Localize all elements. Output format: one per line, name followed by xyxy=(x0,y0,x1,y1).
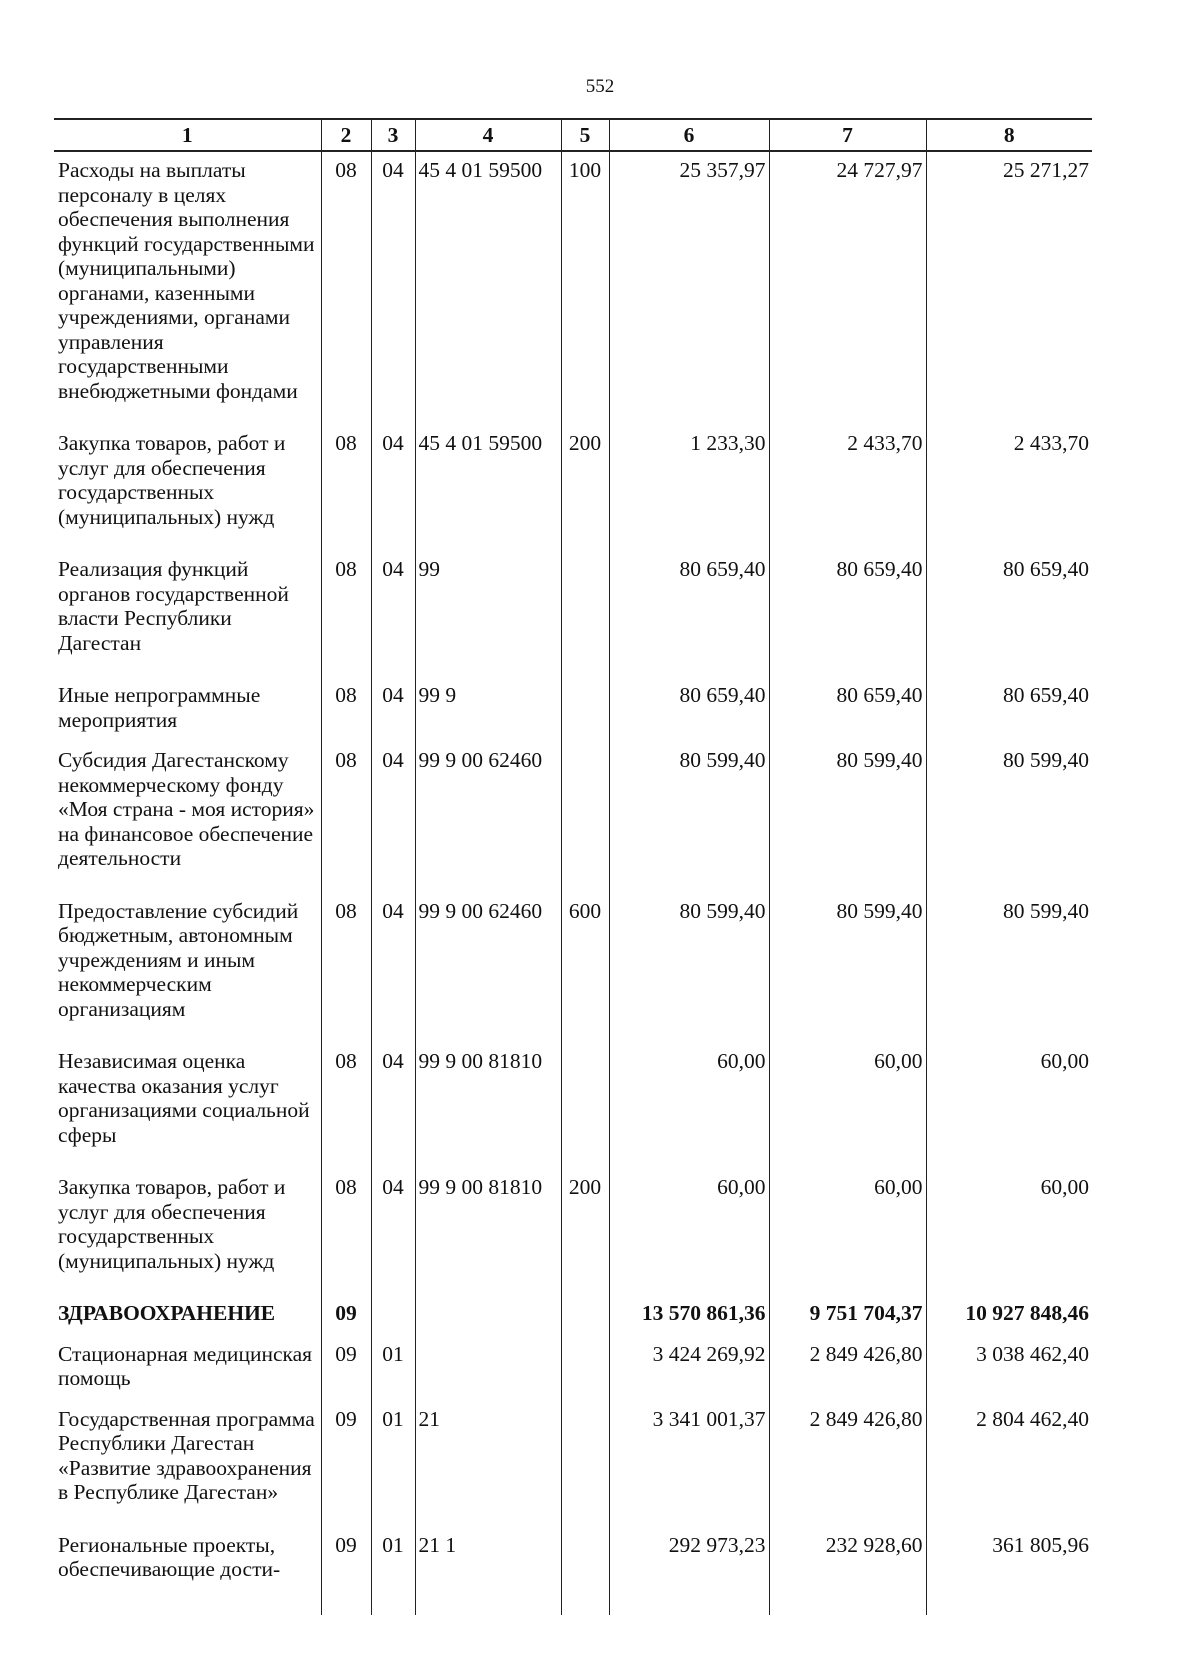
table-row xyxy=(54,1336,1092,1401)
row-amount-col8: 80 659,40 xyxy=(926,677,1092,742)
table-row xyxy=(54,1169,1092,1295)
row-subsection: 01 xyxy=(371,1527,415,1615)
row-section: 09 xyxy=(321,1527,371,1615)
row-amount-col7: 24 727,97 xyxy=(769,151,926,425)
row-target-article: 99 9 xyxy=(415,677,561,742)
row-amount-col6: 80 599,40 xyxy=(609,742,769,893)
row-amount-col7: 60,00 xyxy=(769,1043,926,1169)
row-subsection xyxy=(371,1295,415,1336)
row-amount-col8: 60,00 xyxy=(926,1043,1092,1169)
row-section: 08 xyxy=(321,1043,371,1169)
row-amount-col6: 3 424 269,92 xyxy=(609,1336,769,1401)
row-amount-col7: 80 659,40 xyxy=(769,677,926,742)
row-name: Расходы на выплаты персоналу в целях обеспечения выполнения функций государственными (муниципальными) органами, казенными учреждениями, органами управления государственными внебюджетными фондами xyxy=(58,158,315,403)
header-col-4: 4 xyxy=(415,119,561,151)
row-name: Стационарная медицинская помощь xyxy=(58,1341,313,1390)
table-row xyxy=(54,1401,1092,1527)
table-row xyxy=(54,742,1092,893)
row-subsection: 01 xyxy=(371,1336,415,1401)
row-name: Государственная программа Республики Дагестан «Развитие здравоохранения в Республике Дагестан» xyxy=(58,1406,315,1504)
table-row xyxy=(54,677,1092,742)
row-amount-col7: 9 751 704,37 xyxy=(769,1295,926,1336)
row-section: 08 xyxy=(321,893,371,1044)
row-amount-col6: 60,00 xyxy=(609,1043,769,1169)
row-amount-col6: 292 973,23 xyxy=(609,1527,769,1615)
row-amount-col7: 2 849 426,80 xyxy=(769,1401,926,1527)
row-name: Региональные проекты, обеспечивающие дости- xyxy=(58,1532,281,1581)
row-expense-type: 100 xyxy=(561,151,609,425)
table-row xyxy=(54,1527,1092,1615)
row-amount-col8: 60,00 xyxy=(926,1169,1092,1295)
row-amount-col6: 80 599,40 xyxy=(609,893,769,1044)
row-name: Субсидия Дагестанскому некоммерческому фонду «Моя страна - моя история» на финансовое обеспечение деятельности xyxy=(58,748,315,870)
row-name: Предоставление субсидий бюджетным, автономным учреждениям и иным некоммерческим организациям xyxy=(58,898,299,1021)
row-expense-type xyxy=(561,1043,609,1169)
row-name: Закупка товаров, работ и услуг для обеспечения государственных (муниципальных) нужд xyxy=(58,431,286,529)
row-target-article: 99 xyxy=(415,551,561,677)
row-amount-col7: 2 849 426,80 xyxy=(769,1336,926,1401)
row-target-article: 99 9 00 81810 xyxy=(415,1169,561,1295)
row-section: 09 xyxy=(321,1295,371,1336)
row-expense-type: 200 xyxy=(561,425,609,551)
header-col-6: 6 xyxy=(609,119,769,151)
row-amount-col7: 80 659,40 xyxy=(769,551,926,677)
row-name: Закупка товаров, работ и услуг для обеспечения государственных (муниципальных) нужд xyxy=(58,1175,286,1273)
row-amount-col8: 361 805,96 xyxy=(926,1527,1092,1615)
row-subsection: 04 xyxy=(371,551,415,677)
row-amount-col8: 25 271,27 xyxy=(926,151,1092,425)
header-col-1: 1 xyxy=(54,119,321,151)
row-amount-col6: 13 570 861,36 xyxy=(609,1295,769,1336)
row-expense-type xyxy=(561,1295,609,1336)
row-section: 08 xyxy=(321,151,371,425)
table-row xyxy=(54,151,1092,425)
row-name: Иные непрограммные мероприятия xyxy=(58,683,261,732)
row-target-article: 99 9 00 81810 xyxy=(415,1043,561,1169)
row-target-article: 99 9 00 62460 xyxy=(415,742,561,893)
row-section: 09 xyxy=(321,1401,371,1527)
row-target-article xyxy=(415,1336,561,1401)
row-amount-col8: 2 433,70 xyxy=(926,425,1092,551)
row-subsection: 04 xyxy=(371,425,415,551)
row-section: 08 xyxy=(321,677,371,742)
row-amount-col6: 25 357,97 xyxy=(609,151,769,425)
row-name: Независимая оценка качества оказания услуг организациями социальной сферы xyxy=(58,1049,310,1147)
row-section: 08 xyxy=(321,425,371,551)
row-subsection: 04 xyxy=(371,151,415,425)
row-section: 08 xyxy=(321,742,371,893)
row-amount-col6: 80 659,40 xyxy=(609,551,769,677)
row-expense-type xyxy=(561,1401,609,1527)
header-col-5: 5 xyxy=(561,119,609,151)
row-subsection: 04 xyxy=(371,677,415,742)
row-target-article: 21 xyxy=(415,1401,561,1527)
row-name: Реализация функций органов государственной власти Республики Дагестан xyxy=(58,557,289,655)
row-amount-col8: 3 038 462,40 xyxy=(926,1336,1092,1401)
header-col-3: 3 xyxy=(371,119,415,151)
row-amount-col6: 3 341 001,37 xyxy=(609,1401,769,1527)
row-amount-col6: 60,00 xyxy=(609,1169,769,1295)
row-amount-col8: 80 599,40 xyxy=(926,742,1092,893)
row-subsection: 04 xyxy=(371,1043,415,1169)
row-subsection: 01 xyxy=(371,1401,415,1527)
page-number: 552 xyxy=(585,76,615,97)
row-section: 08 xyxy=(321,551,371,677)
row-expense-type: 200 xyxy=(561,1169,609,1295)
table-row xyxy=(54,893,1092,1044)
row-subsection: 04 xyxy=(371,1169,415,1295)
row-amount-col7: 80 599,40 xyxy=(769,742,926,893)
row-target-article: 45 4 01 59500 xyxy=(415,151,561,425)
row-target-article xyxy=(415,1295,561,1336)
header-col-8: 8 xyxy=(926,119,1092,151)
row-amount-col8: 80 659,40 xyxy=(926,551,1092,677)
header-col-7: 7 xyxy=(769,119,926,151)
row-section: 09 xyxy=(321,1336,371,1401)
row-expense-type xyxy=(561,677,609,742)
budget-table xyxy=(54,118,1092,1615)
row-expense-type xyxy=(561,742,609,893)
header-col-2: 2 xyxy=(321,119,371,151)
row-target-article: 21 1 xyxy=(415,1527,561,1615)
row-expense-type xyxy=(561,1527,609,1615)
row-expense-type xyxy=(561,551,609,677)
row-name: ЗДРАВООХРАНЕНИЕ xyxy=(58,1301,276,1325)
table-row xyxy=(54,1043,1092,1169)
row-amount-col6: 1 233,30 xyxy=(609,425,769,551)
row-amount-col8: 10 927 848,46 xyxy=(926,1295,1092,1336)
row-subsection: 04 xyxy=(371,893,415,1044)
row-amount-col7: 80 599,40 xyxy=(769,893,926,1044)
table-row xyxy=(54,1295,1092,1336)
header-row xyxy=(54,119,1092,151)
table-row xyxy=(54,425,1092,551)
row-amount-col7: 232 928,60 xyxy=(769,1527,926,1615)
row-amount-col8: 80 599,40 xyxy=(926,893,1092,1044)
table-body xyxy=(54,151,1092,1615)
row-expense-type: 600 xyxy=(561,893,609,1044)
row-expense-type xyxy=(561,1336,609,1401)
row-amount-col7: 60,00 xyxy=(769,1169,926,1295)
row-amount-col8: 2 804 462,40 xyxy=(926,1401,1092,1527)
row-subsection: 04 xyxy=(371,742,415,893)
row-target-article: 99 9 00 62460 xyxy=(415,893,561,1044)
row-section: 08 xyxy=(321,1169,371,1295)
row-amount-col7: 2 433,70 xyxy=(769,425,926,551)
row-target-article: 45 4 01 59500 xyxy=(415,425,561,551)
row-amount-col6: 80 659,40 xyxy=(609,677,769,742)
table-row xyxy=(54,551,1092,677)
